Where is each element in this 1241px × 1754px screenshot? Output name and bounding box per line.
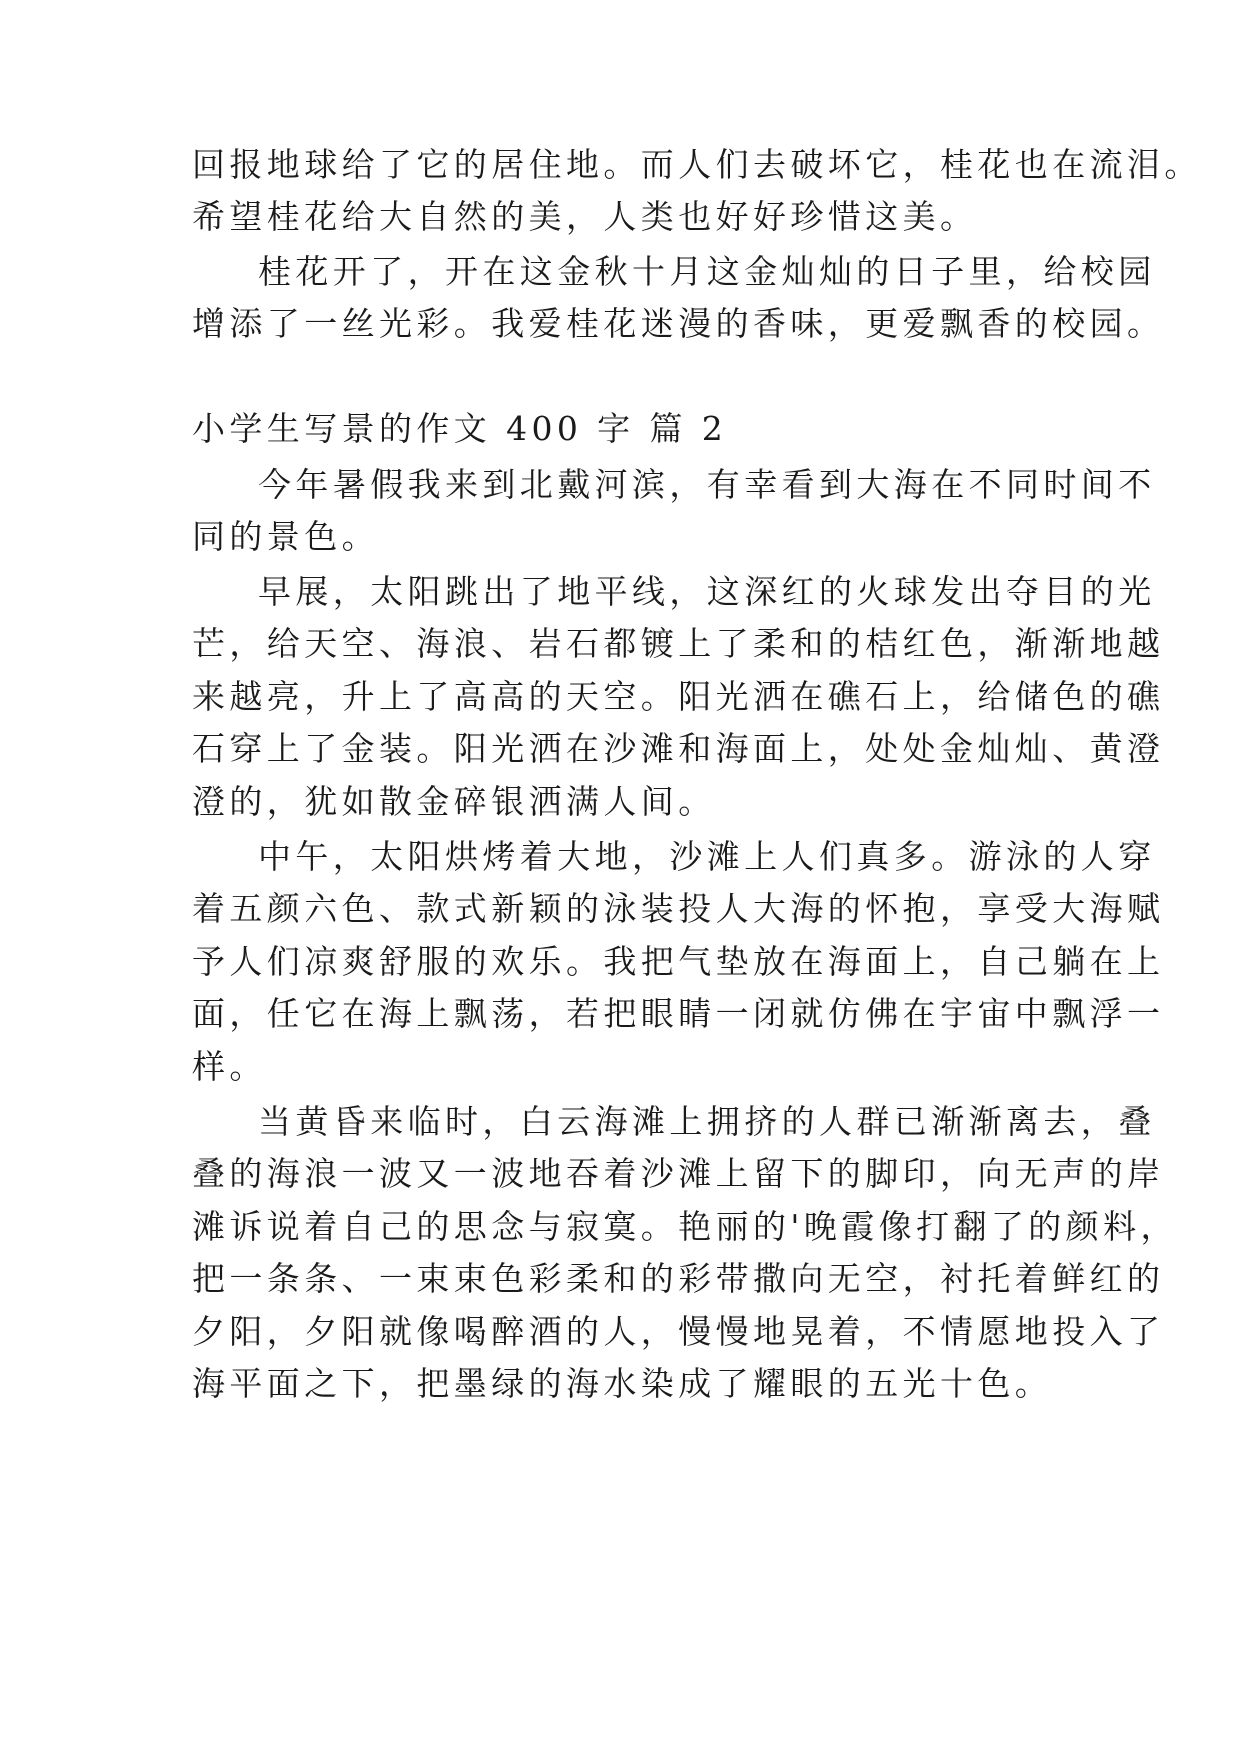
paragraph-line: 着五颜六色、款式新颖的泳装投人大海的怀抱，享受大海赋 [192,889,1165,928]
paragraph-line: 夕阳，夕阳就像喝醉酒的人，慢慢地晃着，不情愿地投入了 [192,1312,1165,1351]
paragraph-line: 样。 [192,1047,267,1086]
paragraph-line: 芒，给天空、海浪、岩石都镀上了柔和的桔红色，渐渐地越 [192,624,1165,663]
closing-paragraph-line: 桂花开了，开在这金秋十月这金灿灿的日子里，给校园 [258,252,1156,291]
paragraph-line: 来越亮，升上了高高的天空。阳光洒在礁石上，给储色的礁 [192,677,1165,716]
continuation-line: 希望桂花给大自然的美，人类也好好珍惜这美。 [192,197,978,236]
paragraph-line: 今年暑假我来到北戴河滨，有幸看到大海在不同时间不 [258,465,1156,504]
section-heading: 小学生写景的作文 400 字 篇 2 [192,409,728,448]
paragraph-line: 当黄昏来临时，白云海滩上拥挤的人群已渐渐离去，叠 [258,1102,1156,1141]
paragraph-line: 面，任它在海上飘荡，若把眼睛一闭就仿佛在宇宙中飘浮一 [192,994,1165,1033]
paragraph-line: 石穿上了金装。阳光洒在沙滩和海面上，处处金灿灿、黄澄 [192,729,1165,768]
paragraph-line: 同的景色。 [192,517,379,556]
paragraph-line: 予人们凉爽舒服的欢乐。我把气垫放在海面上，自己躺在上 [192,942,1165,981]
paragraph-line: 滩诉说着自己的思念与寂寞。艳丽的'晚霞像打翻了的颜料， [192,1207,1178,1246]
continuation-line: 回报地球给了它的居住地。而人们去破坏它，桂花也在流泪。 [192,145,1202,184]
paragraph-line: 叠的海浪一波又一波地吞着沙滩上留下的脚印，向无声的岸 [192,1154,1165,1193]
paragraph-line: 中午，太阳烘烤着大地，沙滩上人们真多。游泳的人穿 [258,837,1156,876]
paragraph-line: 澄的，犹如散金碎银洒满人间。 [192,782,716,821]
paragraph-line: 早展，太阳跳出了地平线，这深红的火球发出夺目的光 [258,572,1156,611]
paragraph-line: 把一条条、一束束色彩柔和的彩带撒向无空，衬托着鲜红的 [192,1259,1165,1298]
closing-paragraph-line: 增添了一丝光彩。我爱桂花迷漫的香味，更爱飘香的校园。 [192,304,1165,343]
paragraph-line: 海平面之下，把墨绿的海水染成了耀眼的五光十色。 [192,1364,1053,1403]
